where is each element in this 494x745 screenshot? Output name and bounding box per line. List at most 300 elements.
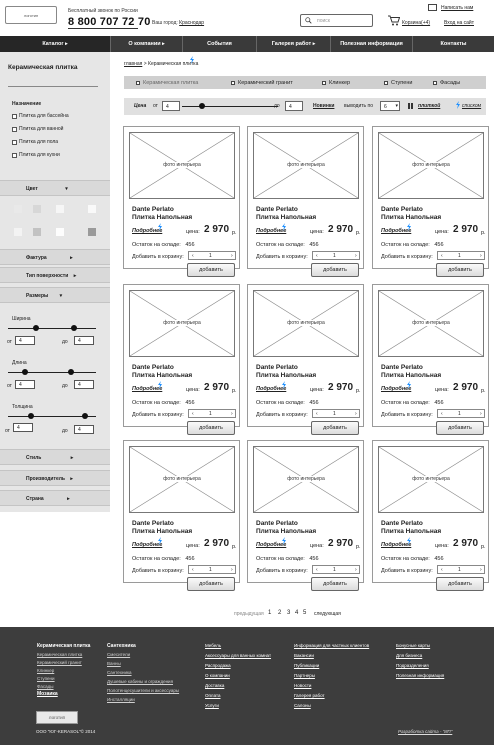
details-link[interactable]: Подробнее (256, 228, 287, 234)
tab-label: Ступени (391, 80, 413, 86)
price-value: 2 970 (328, 224, 354, 235)
product-name: Плитка Напольная (256, 372, 317, 379)
product-brand: Dante Perlato (132, 364, 174, 371)
footer-link[interactable]: Новости (294, 683, 312, 688)
thickness-label: Толщина (12, 404, 33, 410)
quantity-stepper[interactable] (312, 565, 360, 574)
price-value: 2 970 (453, 224, 479, 235)
footer-link[interactable]: Оплата (205, 693, 221, 698)
price-label: цена: (310, 387, 324, 393)
footer-link[interactable]: Ступени (37, 676, 55, 681)
decrement-button[interactable]: ‹ (441, 253, 443, 259)
price-to-input[interactable]: 4 (285, 101, 303, 111)
maker-heading: Производитель ▸ (26, 476, 73, 482)
stock-info: Остаток на складе: 456 (132, 556, 195, 562)
purpose-checkbox[interactable] (12, 152, 60, 158)
width-to-input[interactable]: 4 (74, 336, 94, 345)
to-label: до (62, 383, 68, 389)
tab-steps[interactable] (384, 80, 412, 86)
color-swatch[interactable] (88, 228, 96, 236)
quantity-stepper[interactable] (188, 565, 236, 574)
logo[interactable]: логотип (5, 6, 57, 24)
thickness-slider-handle[interactable] (28, 413, 34, 419)
product-card (247, 284, 364, 431)
add-to-cart-label: Добавить в корзину: (256, 568, 308, 574)
footer-link[interactable]: О компании (205, 673, 230, 678)
quantity-value[interactable]: 1 (458, 411, 461, 417)
free-call-label: Бесплатный звонок по России (68, 8, 138, 14)
currency: р. (481, 388, 486, 394)
tab-clinker[interactable] (322, 80, 350, 86)
stock-info: Остаток на складе: 456 (381, 242, 444, 248)
product-image[interactable] (378, 446, 484, 513)
footer-link-mosaic[interactable]: Мозаика (37, 691, 58, 697)
nav-catalog[interactable] (0, 36, 110, 52)
product-card (247, 440, 364, 587)
increment-button[interactable]: › (231, 253, 233, 259)
color-swatch[interactable] (14, 205, 22, 213)
tab-label: Клинкер (329, 80, 351, 86)
product-brand: Dante Perlato (256, 520, 298, 527)
details-link[interactable]: Подробнее (381, 386, 412, 392)
sidebar-title: Керамическая плитка (8, 64, 78, 71)
currency: р. (356, 544, 361, 550)
product-image[interactable] (129, 446, 235, 513)
footer-link[interactable]: Полезная информация (396, 673, 445, 678)
tab-facades[interactable] (433, 80, 460, 86)
product-brand: Dante Perlato (381, 364, 423, 371)
search-icon (305, 17, 312, 24)
from-label: от (7, 339, 12, 345)
footer-link[interactable]: Для бизнеса (396, 653, 423, 658)
add-to-cart-label: Добавить в корзину: (381, 568, 433, 574)
product-card (372, 284, 489, 431)
footer-logo[interactable]: логотип (36, 711, 78, 724)
stock-info: Остаток на складе: 456 (132, 242, 195, 248)
purpose-checkbox[interactable] (12, 113, 69, 119)
add-to-cart-label: Добавить в корзину: (132, 568, 184, 574)
chevron-right-icon: ▸ (162, 41, 165, 47)
footer-link[interactable]: Мебель (205, 643, 222, 648)
increment-button[interactable]: › (355, 253, 357, 259)
footer-link[interactable]: Керамическая плитка (37, 652, 83, 657)
divider (8, 86, 98, 87)
search-placeholder: поиск (317, 18, 330, 24)
width-slider-handle[interactable] (71, 325, 77, 331)
chevron-right-icon: ▸ (312, 41, 316, 47)
add-to-cart-label: Добавить в корзину: (381, 412, 433, 418)
add-button[interactable]: добавить (311, 263, 359, 277)
increment-button[interactable]: › (231, 411, 233, 417)
lightning-icon (406, 537, 412, 545)
quantity-value[interactable]: 1 (209, 567, 212, 573)
checkbox-icon (231, 81, 235, 85)
footer-link[interactable]: Салоны (294, 703, 311, 708)
add-button[interactable]: добавить (311, 421, 359, 435)
price-slider-track[interactable] (182, 106, 278, 107)
country-heading: Страна ▸ (26, 496, 70, 502)
product-image[interactable] (129, 132, 235, 199)
footer-link[interactable]: Клинкер (37, 668, 55, 673)
login-link[interactable]: Вход на сайт (444, 20, 474, 26)
lightning-icon (455, 100, 461, 110)
checkbox-icon (12, 140, 17, 145)
details-link[interactable]: Подробнее (132, 228, 163, 234)
quantity-stepper[interactable] (437, 251, 485, 260)
write-us-link[interactable]: Написать нам (441, 5, 474, 11)
quantity-stepper[interactable] (188, 251, 236, 260)
product-brand: Dante Perlato (256, 364, 298, 371)
currency: р. (232, 544, 237, 550)
color-swatch[interactable] (14, 228, 22, 236)
from-label: от (153, 103, 158, 109)
mail-icon[interactable] (428, 4, 437, 11)
checkbox-label: Плитка для бассейна (19, 113, 69, 119)
decrement-button[interactable]: ‹ (316, 253, 318, 259)
from-label: от (7, 383, 12, 389)
product-brand: Dante Perlato (132, 206, 174, 213)
footer-link[interactable]: Распродажа (205, 663, 231, 668)
nav-label: Галерея работ (271, 41, 312, 47)
decrement-button[interactable]: ‹ (192, 567, 194, 573)
product-card (123, 440, 240, 587)
novelties-link[interactable]: Новинки (313, 103, 335, 109)
price-label: цена: (186, 387, 200, 393)
color-swatch[interactable] (88, 205, 96, 213)
price-label: цена: (310, 229, 324, 235)
per-page-select[interactable] (380, 101, 400, 111)
footer-link[interactable]: Душевые кабины и ограждения (107, 679, 174, 684)
product-name: Плитка Напольная (132, 528, 193, 535)
footer-link[interactable]: Информация для частных клиентов (294, 643, 370, 648)
lightning-icon (189, 56, 195, 64)
stock-info: Остаток на складе: 456 (381, 556, 444, 562)
chevron-down-icon: ▾ (65, 186, 68, 192)
decrement-button[interactable]: ‹ (316, 567, 318, 573)
tab-label: Керамическая плитка (143, 80, 199, 86)
increment-button[interactable]: › (480, 567, 482, 573)
add-button[interactable]: добавить (187, 421, 235, 435)
image-label: фото интерьера (287, 320, 325, 326)
add-to-cart-label: Добавить в корзину: (381, 254, 433, 260)
thickness-from-input[interactable]: 4 (13, 423, 33, 432)
length-from-input[interactable]: 4 (15, 380, 35, 389)
quantity-value[interactable]: 1 (458, 253, 461, 259)
lightning-icon (157, 223, 163, 231)
quantity-stepper[interactable] (437, 409, 485, 418)
lightning-icon (281, 381, 287, 389)
product-card (372, 126, 489, 273)
add-button[interactable]: добавить (187, 263, 235, 277)
nav-item-contacts[interactable] (412, 36, 494, 52)
image-label: фото интерьера (163, 476, 201, 482)
footer-link[interactable]: Ванны (107, 661, 121, 666)
add-button[interactable]: добавить (311, 577, 359, 591)
per-page-value: 6 (384, 104, 387, 110)
chevron-right-icon: ▸ (70, 476, 73, 482)
tab-label: Фасады (440, 80, 461, 86)
product-name: Плитка Напольная (381, 528, 442, 535)
checkbox-label: Плитка для кухни (19, 152, 60, 158)
currency: р. (356, 230, 361, 236)
show-by-label: выводить по (344, 103, 374, 109)
add-to-cart-label: Добавить в корзину: (256, 254, 308, 260)
to-label: до (274, 103, 280, 109)
cart-link[interactable]: Корзина(+4) (402, 20, 431, 26)
length-slider-handle[interactable] (68, 369, 74, 375)
quantity-value[interactable]: 1 (333, 253, 336, 259)
nav-label: События (207, 41, 232, 47)
tab-label: Керамический гранит (238, 80, 293, 86)
footer-link[interactable]: Галерея работ (294, 693, 325, 698)
footer-link[interactable]: Аксессуары для ванных комнат (205, 653, 272, 658)
add-button[interactable]: добавить (187, 577, 235, 591)
stock-info: Остаток на складе: 456 (256, 556, 319, 562)
tab-ceramic-tile[interactable] (136, 80, 198, 86)
nav-item-events[interactable] (182, 36, 256, 52)
footer-link[interactable]: Публикации (294, 663, 320, 668)
footer-link[interactable]: Керамический гранит (37, 660, 82, 665)
breadcrumb-home[interactable]: главная (124, 61, 143, 67)
price-value: 2 970 (328, 382, 354, 393)
product-name: Плитка Напольная (381, 372, 442, 379)
currency: р. (481, 230, 486, 236)
breadcrumb-current: Керамическая плитка (148, 61, 199, 67)
width-label: Ширина (12, 316, 31, 322)
nav-catalog-label: Каталог (42, 41, 64, 47)
checkbox-icon (136, 81, 140, 85)
pagination-next[interactable]: следующая (314, 611, 341, 617)
price-value: 2 970 (328, 538, 354, 549)
checkbox-label: Плитка для ванной (19, 126, 64, 132)
footer-link[interactable]: Фасады (37, 684, 54, 689)
phone-underline (68, 28, 138, 29)
footer-link[interactable]: Доставка (205, 683, 225, 688)
decrement-button[interactable]: ‹ (316, 411, 318, 417)
product-image[interactable] (253, 132, 359, 199)
lightning-icon (406, 223, 412, 231)
tab-ceramic-granite[interactable] (231, 80, 293, 86)
image-label: фото интерьера (163, 162, 201, 168)
product-card (123, 126, 240, 273)
chevron-down-icon: ▾ (59, 293, 63, 299)
quantity-value[interactable]: 1 (458, 567, 461, 573)
price-value: 2 970 (453, 382, 479, 393)
decrement-button[interactable]: ‹ (441, 567, 443, 573)
color-swatch[interactable] (56, 205, 64, 213)
increment-button[interactable]: › (480, 411, 482, 417)
details-link[interactable]: Подробнее (132, 542, 163, 548)
quantity-value[interactable]: 1 (209, 411, 212, 417)
product-brand: Dante Perlato (132, 520, 174, 527)
checkbox-icon (12, 153, 17, 158)
width-slider-track[interactable] (8, 328, 96, 329)
price-from-input[interactable]: 4 (162, 101, 180, 111)
footer-link[interactable]: Подразделения (396, 663, 429, 668)
lightning-icon (281, 223, 287, 231)
phone-number: 8 800 707 72 70 (68, 16, 151, 28)
length-to-input[interactable]: 4 (74, 380, 94, 389)
price-label: цена: (435, 229, 449, 235)
footer-link[interactable]: Полотенцесушители и аксессуары (107, 688, 180, 693)
increment-button[interactable]: › (480, 253, 482, 259)
product-image[interactable] (129, 290, 235, 357)
length-label: Длина (12, 360, 27, 366)
lightning-icon (157, 537, 163, 545)
image-label: фото интерьера (412, 476, 450, 482)
width-from-input[interactable]: 4 (15, 336, 35, 345)
details-link[interactable]: Подробнее (256, 386, 287, 392)
checkbox-label: Плитка для пола (19, 139, 59, 145)
price-label: цена: (310, 543, 324, 549)
quantity-value[interactable]: 1 (209, 253, 212, 259)
color-swatch[interactable] (33, 228, 41, 236)
checkbox-icon (433, 81, 437, 85)
price-value: 2 970 (204, 538, 230, 549)
product-card (247, 126, 364, 273)
nav-label: О компании (128, 41, 161, 47)
thickness-to-input[interactable]: 4 (74, 425, 94, 434)
checkbox-icon (12, 127, 17, 132)
page-link[interactable]: 2 (278, 610, 282, 616)
lightning-icon (281, 537, 287, 545)
decrement-button[interactable]: ‹ (441, 411, 443, 417)
search-input[interactable] (300, 14, 373, 27)
purpose-checkbox[interactable] (12, 139, 58, 145)
add-to-cart-label: Добавить в корзину: (132, 254, 184, 260)
cart-icon[interactable] (388, 15, 400, 26)
decrement-button[interactable]: ‹ (192, 411, 194, 417)
footer-link[interactable]: Инсталляции (107, 697, 135, 702)
chevron-right-icon: ▸ (70, 455, 74, 461)
price-label: цена: (186, 543, 200, 549)
nav-label: Контакты (440, 41, 467, 47)
city-link[interactable]: Краснодар (179, 20, 205, 26)
details-link[interactable]: Подробнее (256, 542, 287, 548)
lightning-icon (157, 381, 163, 389)
quantity-value[interactable]: 1 (333, 567, 336, 573)
product-image[interactable] (253, 290, 359, 357)
page-link[interactable]: 3 (287, 610, 291, 616)
chevron-right-icon: ▸ (67, 496, 70, 502)
quantity-stepper[interactable] (188, 409, 236, 418)
footer-link[interactable]: Вакансии (294, 653, 314, 658)
color-swatch[interactable] (56, 228, 64, 236)
checkbox-icon (384, 81, 388, 85)
product-name: Плитка Напольная (132, 214, 193, 221)
developer-link[interactable]: Разработка сайта - "ИП" (398, 729, 453, 734)
footer-col-title: Сантехника (107, 643, 136, 649)
footer-link[interactable]: Смесители (107, 652, 131, 657)
details-link[interactable]: Подробнее (381, 228, 412, 234)
pagination-prev[interactable]: предыдущая (234, 611, 264, 617)
details-link[interactable]: Подробнее (381, 542, 412, 548)
chevron-right-icon: ▸ (73, 273, 77, 279)
checkbox-icon (12, 114, 17, 119)
increment-button[interactable]: › (355, 567, 357, 573)
product-card (372, 440, 489, 587)
product-image[interactable] (378, 290, 484, 357)
details-link[interactable]: Подробнее (132, 386, 163, 392)
stock-info: Остаток на складе: 456 (132, 400, 195, 406)
product-image[interactable] (378, 132, 484, 199)
tile-view-link[interactable]: плиткой (418, 103, 441, 109)
style-heading: Стиль ▸ (26, 455, 74, 461)
checkbox-icon (322, 81, 326, 85)
chevron-down-icon: ▾ (395, 103, 398, 109)
quantity-stepper[interactable] (312, 409, 360, 418)
width-slider-handle[interactable] (33, 325, 39, 331)
lightning-icon (406, 381, 412, 389)
purpose-heading: Назначение (12, 101, 42, 107)
texture-heading: Фактура ▸ (26, 255, 73, 261)
increment-button[interactable]: › (355, 411, 357, 417)
product-name: Плитка Напольная (256, 528, 317, 535)
add-button[interactable]: добавить (436, 421, 484, 435)
product-image[interactable] (253, 446, 359, 513)
thickness-slider-handle[interactable] (82, 413, 88, 419)
image-label: фото интерьера (287, 162, 325, 168)
city-selector[interactable] (152, 20, 204, 26)
footer-link[interactable]: Партнеры (294, 673, 315, 678)
increment-button[interactable]: › (231, 567, 233, 573)
footer-link[interactable]: Бонусные карты (396, 643, 431, 648)
length-slider-handle[interactable] (22, 369, 28, 375)
city-label: Ваш город: (152, 20, 178, 26)
color-swatch[interactable] (33, 205, 41, 213)
add-to-cart-label: Добавить в корзину: (256, 412, 308, 418)
add-button[interactable]: добавить (436, 263, 484, 277)
page-link[interactable]: 1 (268, 610, 272, 616)
image-label: фото интерьера (412, 320, 450, 326)
to-label: до (62, 428, 68, 434)
product-card (123, 284, 240, 431)
surface-heading: Тип поверхности ▸ (26, 273, 77, 279)
nav-item-gallery[interactable] (256, 36, 330, 52)
currency: р. (481, 544, 486, 550)
stock-info: Остаток на складе: 456 (256, 242, 319, 248)
page-link[interactable]: 4 (295, 610, 299, 616)
quantity-stepper[interactable] (312, 251, 360, 260)
purpose-checkbox[interactable] (12, 126, 63, 132)
price-value: 2 970 (453, 538, 479, 549)
image-label: фото интерьера (163, 320, 201, 326)
product-brand: Dante Perlato (381, 206, 423, 213)
price-value: 2 970 (204, 382, 230, 393)
copyright: ООО "ЮГ-KERASOL"© 2014 (36, 729, 96, 734)
add-button[interactable]: добавить (436, 577, 484, 591)
product-brand: Dante Perlato (256, 206, 298, 213)
footer-link[interactable]: Услуги (205, 703, 219, 708)
product-name: Плитка Напольная (132, 372, 193, 379)
quantity-value[interactable]: 1 (333, 411, 336, 417)
footer-link[interactable]: Сантехника (107, 670, 132, 675)
decrement-button[interactable]: ‹ (192, 253, 194, 259)
image-label: фото интерьера (412, 162, 450, 168)
price-slider-handle[interactable] (199, 103, 205, 109)
currency: р. (232, 388, 237, 394)
product-name: Плитка Напольная (256, 214, 317, 221)
nav-item-about[interactable] (110, 36, 182, 52)
chevron-right-icon: ▸ (65, 41, 68, 47)
list-view-link[interactable]: списком (462, 103, 482, 109)
grid-view-icon[interactable] (408, 103, 414, 109)
nav-item-info[interactable] (330, 36, 412, 52)
stock-info: Остаток на складе: 456 (381, 400, 444, 406)
image-label: фото интерьера (287, 476, 325, 482)
page-link[interactable]: 5 (303, 610, 307, 616)
quantity-stepper[interactable] (437, 565, 485, 574)
